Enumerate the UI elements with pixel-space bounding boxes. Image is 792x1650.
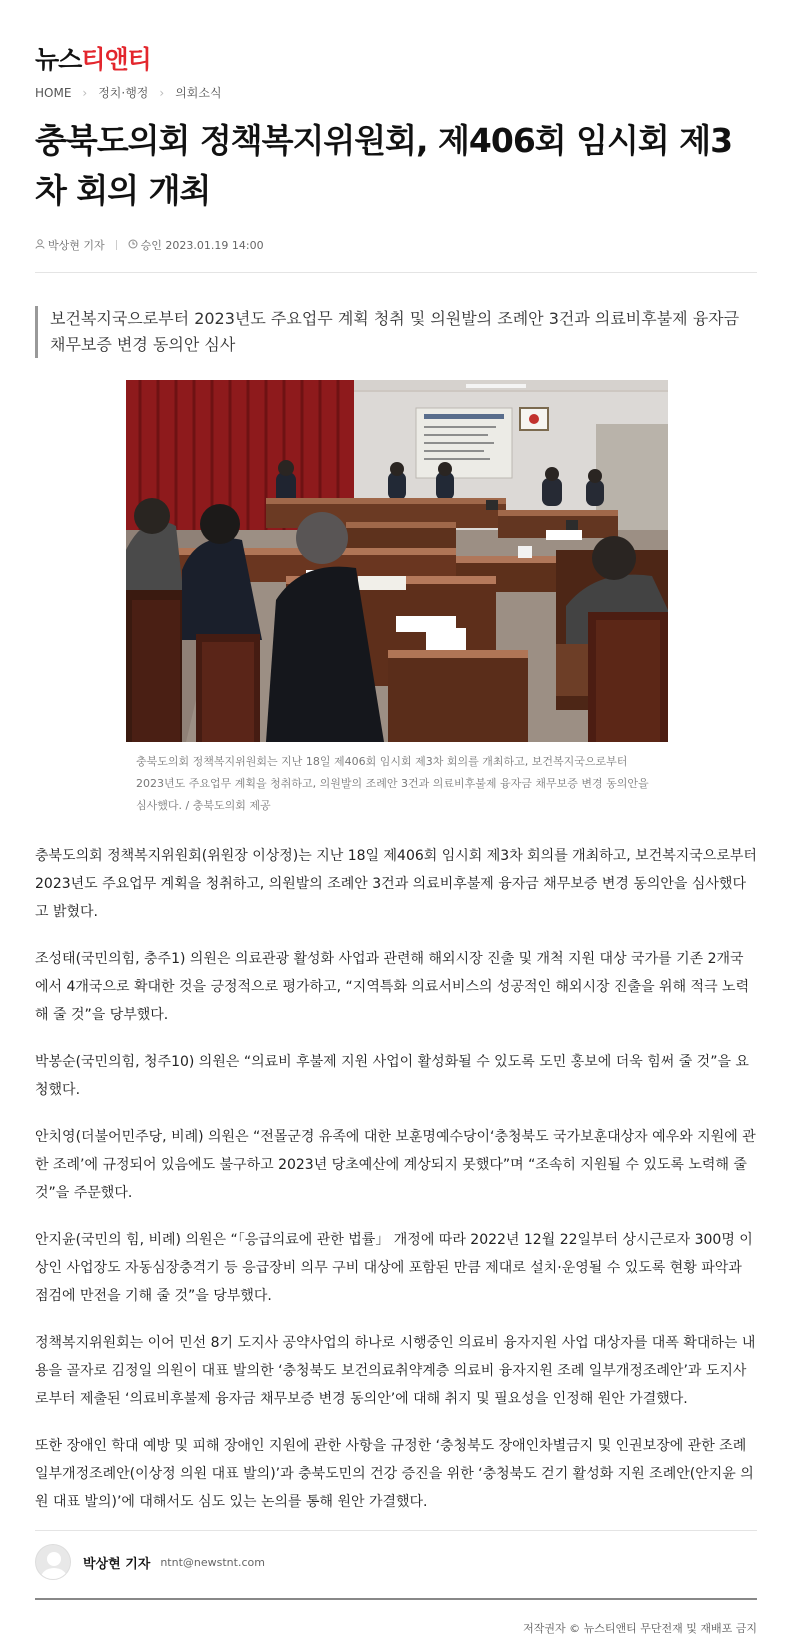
- article-paragraph: 또한 장애인 학대 예방 및 피해 장애인 지원에 관한 사항을 규정한 ‘충청북도 장애인차별금지 및 인권보장에 관한 조례 일부개정조례안(이상정 의원 대표 발의)’과 충북도민의 건강 증진을 위한 ‘충청북도 걷기 활성화 지원 조례안(안지윤 의원 대표 발의)’에 대해서도 심도 있는 논의를 통해 원안 가결했다.: [35, 1438, 754, 1510]
- site-logo[interactable]: [35, 40, 151, 76]
- article-paragraph: 정책복지위원회는 이어 민선 8기 도지사 공약사업의 하나로 시행중인 의료비 융자지원 사업 대상자를 대폭 확대하는 내용을 골자로 김정일 의원이 대표 발의한 ‘충청북도 보건의료취약계층 의료비 융자지원 조례 일부개정조례안’과 도지사로부터 제출된 ‘의료비후불제 융자금 채무보증 변경 동의안’에 대해 취지 및 필요성을 인정해 원안 가결했다.: [35, 1335, 756, 1407]
- author-email[interactable]: ntnt@newstnt.com: [160, 1555, 265, 1569]
- article-paragraph: 조성태(국민의힘, 충주1) 의원은 의료관광 활성화 사업과 관련해 해외시장 진출 및 개척 지원 대상 국가를 기존 2개국에서 4개국으로 확대한 것을 긍정적으로 평가하고, “지역특화 의료서비스의 성공적인 해외시장 진출을 위해 적극 노력해 줄 것”을 당부했다.: [35, 951, 750, 1023]
- divider: [35, 272, 757, 273]
- chevron-right-icon: ›: [82, 85, 88, 100]
- approved-date: 승인 2023.01.19 14:00: [140, 239, 264, 252]
- divider: [35, 1530, 757, 1531]
- article-body: [35, 842, 757, 1535]
- clock-icon: [128, 239, 138, 252]
- breadcrumb: [35, 84, 222, 101]
- logo-part2: 티앤티: [81, 45, 151, 74]
- avatar[interactable]: [35, 1544, 71, 1580]
- author-box: [35, 1544, 265, 1580]
- footer-divider: [35, 1598, 757, 1600]
- article-title: 충북도의회 정책복지위원회, 제406회 임시회 제3차 회의 개최: [35, 121, 733, 210]
- photo-caption: 충북도의회 정책복지위원회는 지난 18일 제406회 임시회 제3차 회의를 개최하고, 보건복지국으로부터 2023년도 주요업무 계획을 청취하고, 의원발의 조례안 3건과 의료비후불제 융자금 채무보증 변경 동의안을 심사했다. / 충북도의회 제공: [136, 755, 649, 812]
- article-paragraph: 박봉순(국민의힘, 청주10) 의원은 “의료비 후불제 지원 사업이 활성화될 수 있도록 도민 홍보에 더욱 힘써 줄 것”을 요청했다.: [35, 1054, 749, 1098]
- article-paragraph: 안지윤(국민의 힘, 비례) 의원은 “「응급의료에 관한 법률」 개정에 따라 2022년 12월 22일부터 상시근로자 300명 이상인 사업장도 자동심장충격기 등 응급장비 의무 구비 대상에 포함된 만큼 제대로 설치·운영될 수 있도록 현황 파악과 점검에 만전을 기해 줄 것”을 당부했다.: [35, 1232, 753, 1304]
- article-paragraph: 안치영(더불어민주당, 비례) 의원은 “전몰군경 유족에 대한 보훈명예수당이‘충청북도 국가보훈대상자 예우와 지원에 관한 조례’에 규정되어 있음에도 불구하고 2023년 당초예산에 계상되지 못했다”며 “조속히 지원될 수 있도록 노력해 줄 것”을 주문했다.: [35, 1129, 756, 1201]
- meta-divider: [116, 240, 117, 250]
- breadcrumb-section[interactable]: 정치·행정: [98, 86, 149, 100]
- article-photo: [126, 380, 668, 742]
- copyright-notice: 저작권자 © 뉴스티앤티 무단전재 및 재배포 금지: [523, 1622, 757, 1635]
- chevron-right-icon: ›: [159, 85, 165, 100]
- author-name[interactable]: 박상현 기자: [83, 1556, 151, 1572]
- article-meta: [35, 237, 264, 253]
- article-paragraph: 충북도의회 정책복지위원회(위원장 이상정)는 지난 18일 제406회 임시회 제3차 회의를 개최하고, 보건복지국으로부터 2023년도 주요업무 계획을 청취하고, 의원발의 조례안 3건과 의료비후불제 융자금 채무보증 변경 동의안을 심사했다고 밝혔다.: [35, 848, 757, 920]
- article-subtitle: 보건복지국으로부터 2023년도 주요업무 계획 청취 및 의원발의 조례안 3건과 의료비후불제 융자금 채무보증 변경 동의안 심사: [35, 306, 757, 358]
- reporter-name[interactable]: 박상현 기자: [48, 239, 105, 252]
- breadcrumb-home[interactable]: HOME: [35, 85, 72, 100]
- user-icon: [35, 239, 45, 252]
- breadcrumb-subsection[interactable]: 의회소식: [175, 86, 222, 100]
- logo-part1: 뉴스: [35, 45, 82, 74]
